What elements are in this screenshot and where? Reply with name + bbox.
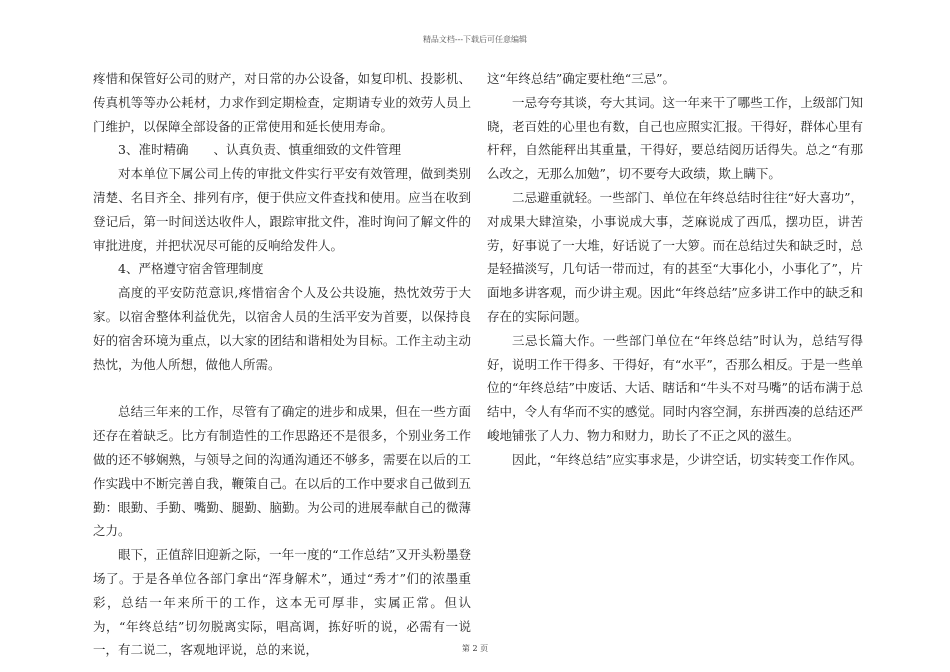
paragraph: 三忌长篇大作。一些部门单位在“年终总结”时认为，总结写得好，说明工作干得多、干得好，有“水平”，否那么相反。于是一些单位的“年终总结”中废话、大话、瞎话和“牛头不对马嘴”的话布满于总结中，令人有华而不实的感觉。同时内容空洞，东拼西凑的总结还严峻地铺张了人力、物力和财力，助长了不正之风的滋生。 [487, 332, 863, 443]
paragraph: 这“年终总结”确定要杜绝“三忌”。 [487, 71, 676, 86]
paragraph: 二忌避重就轻。一些部门、单位在年终总结时往往“好大喜功”，对成果大肆渲染，小事说成大事，芝麻说成了西瓜，摆功臣，讲苦劳，好事说了一大堆，好话说了一大箩。而在总结过失和缺乏时，总是轻描淡写，几句话一带而过，有的甚至“大事化小，小事化了”，片面地多讲客观，而少讲主观。因此“年终总结”应多讲工作中的缺乏和存在的实际问题。 [487, 189, 863, 324]
paragraph: 对本单位下属公司上传的审批文件实行平安有效管理，做到类别清楚、名目齐全、排列有序，便于供应文件查找和使用。应当在收到登记后，第一时间送达收件人，跟踪审批文件，准时询问了解文件的审批进度，并把状况尽可能的反响给发件人。 [93, 166, 471, 253]
right-column [487, 67, 863, 472]
left-column [93, 67, 471, 662]
paragraph: 总结三年来的工作，尽管有了确定的进步和成果，但在一些方面还存在着缺乏。比方有制造性的工作思路还不是很多，个别业务工作做的还不够娴熟，与领导之间的沟通沟通还不够多，需要在以后的工作实践中不断完善自我，鞭策自己。在以后的工作中要求自己做到五勤：眼勤、手勤、嘴勤、腿勤、脑勤。为公司的进展奉献自己的微薄之力。 [93, 404, 471, 539]
section-heading: 3、准时精确 、认真负责、慎重细致的文件管理 [118, 142, 401, 158]
paragraph: 眼下，正值辞旧迎新之际，一年一度的“工作总结”又开头粉墨登场了。于是各单位各部门拿出“浑身解术”，通过“秀才”们的浓墨重彩，总结一年来所干的工作，这本无可厚非，实属正常。但认为，“年终总结”切勿脱离实际，唱高调，拣好听的说，必需有一说一，有二说二，客观地评说，总的来说， [93, 547, 471, 658]
paragraph: 疼惜和保管好公司的财产，对日常的办公设备，如复印机、投影机、传真机等等办公耗材，力求作到定期检查，定期请专业的效劳人员上门维护，以保障全部设备的正常使用和延长使用寿命。 [93, 71, 471, 134]
page-number: 第 2 页 [461, 644, 489, 653]
page-header: 精品文档---下载后可任意编辑 [422, 35, 528, 44]
paragraph: 高度的平安防范意识,疼惜宿舍个人及公共设施，热忱效劳于大家。以宿舍整体利益优先，以宿舍人员的生活平安为首要，以保持良好的宿舍环境为重点，以大家的团结和谐相处为目标。工作主动主动热忱，为他人所想，做他人所需。 [93, 285, 471, 372]
paragraph: 一忌夸夸其谈，夸大其词。这一年来干了哪些工作，上级部门知晓，老百姓的心里也有数，自己也应照实汇报。干得好，群体心里有杆秤，自然能秤出其重量，干得好，要总结阅历话得失。总之“有那么改之，无那么加勉”，切不要夸大政绩，欺上瞒下。 [487, 94, 863, 182]
paragraph: 因此，“年终总结”应实事求是，少讲空话，切实转变工作作风。 [512, 451, 863, 467]
section-heading: 4、严格遵守宿舍管理制度 [118, 261, 264, 277]
